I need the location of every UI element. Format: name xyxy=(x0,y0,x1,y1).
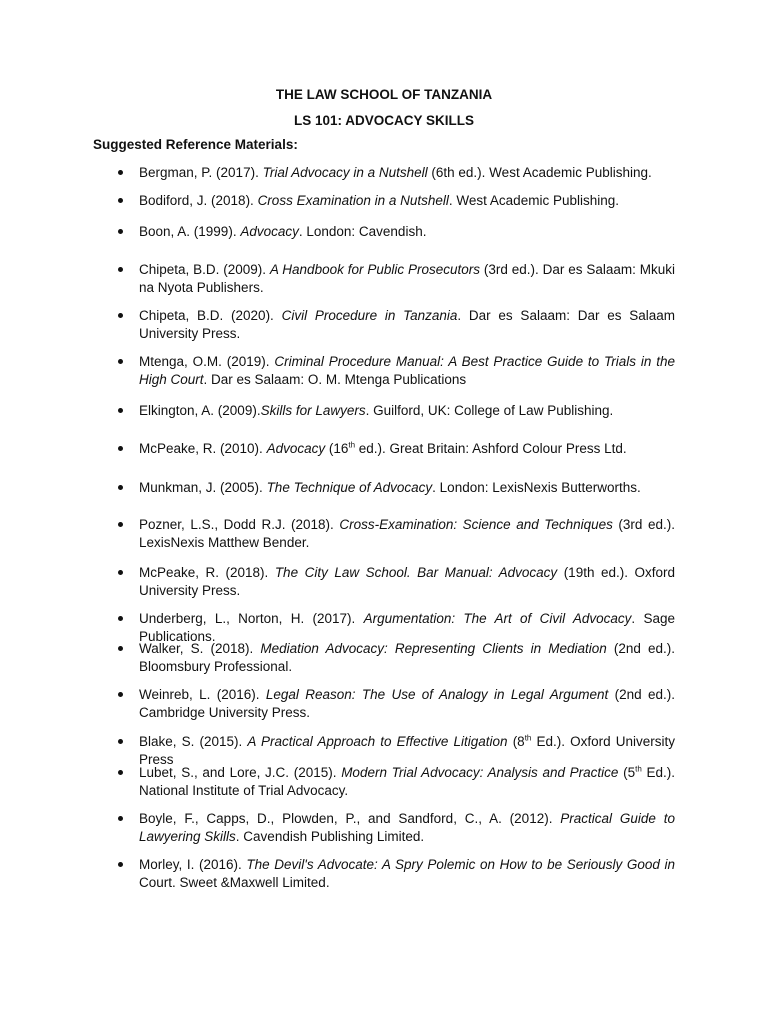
reference-title: Advocacy xyxy=(240,224,299,239)
section-heading: Suggested Reference Materials: xyxy=(93,137,298,152)
reference-item: Bergman, P. (2017). Trial Advocacy in a Nutshell (6th ed.). West Academic Publishing. xyxy=(139,164,675,182)
reference-item: Walker, S. (2018). Mediation Advocacy: Representing Clients in Mediation (2nd ed.). Bloomsbury Professional. xyxy=(139,641,675,674)
reference-item: Weinreb, L. (2016). Legal Reason: The Use of Analogy in Legal Argument (2nd ed.). Cambridge University Press. xyxy=(139,687,675,720)
reference-item: McPeake, R. (2010). Advocacy (16th ed.). Great Britain: Ashford Colour Press Ltd. xyxy=(139,440,675,458)
reference-item: Munkman, J. (2005). The Technique of Advocacy. London: LexisNexis Butterworths. xyxy=(139,479,675,497)
course-title: LS 101: ADVOCACY SKILLS xyxy=(293,113,475,128)
reference-title: Skills for Lawyers xyxy=(260,403,366,418)
reference-title: Mediation Advocacy: Representing Clients in Mediation xyxy=(260,641,607,656)
reference-item: Chipeta, B.D. (2009). A Handbook for Public Prosecutors (3rd ed.). Dar es Salaam: Mkuki na Nyota Publishers. xyxy=(139,262,675,295)
reference-item: Lubet, S., and Lore, J.C. (2015). Modern Trial Advocacy: Analysis and Practice (5th Ed.). National Institute of Trial Advocacy. xyxy=(139,764,675,798)
reference-title: Criminal Procedure Manual: A Best Practice Guide to Trials in the High Court xyxy=(139,354,675,387)
reference-title: Modern Trial Advocacy: Analysis and Practice xyxy=(341,765,619,780)
reference-item: Blake, S. (2015). A Practical Approach to Effective Litigation (8th Ed.). Oxford University Press xyxy=(139,733,675,767)
reference-title: Practical Guide to Lawyering Skills xyxy=(139,811,675,844)
reference-title: The Devil's Advocate: A Spry Polemic on How to be Seriously Good in xyxy=(246,857,675,872)
reference-item: Chipeta, B.D. (2020). Civil Procedure in Tanzania. Dar es Salaam: Dar es Salaam University Press. xyxy=(139,308,675,341)
reference-title: Civil Procedure in Tanzania xyxy=(281,308,458,323)
reference-title: Trial Advocacy in a Nutshell xyxy=(262,165,428,180)
reference-item: Underberg, L., Norton, H. (2017). Argumentation: The Art of Civil Advocacy. Sage Publications. xyxy=(139,611,675,644)
reference-title: Legal Reason: The Use of Analogy in Legal Argument xyxy=(265,687,609,702)
reference-title: The Technique of Advocacy xyxy=(266,480,433,495)
reference-title: The City Law School. Bar Manual: Advocacy xyxy=(274,565,558,580)
reference-title: Cross-Examination: Science and Techniques xyxy=(339,517,613,532)
institution-title: THE LAW SCHOOL OF TANZANIA xyxy=(275,87,493,102)
reference-item: Boyle, F., Capps, D., Plowden, P., and Sandford, C., A. (2012). Practical Guide to Lawyering Skills. Cavendish Publishing Limited. xyxy=(139,811,675,844)
reference-title: A Handbook for Public Prosecutors xyxy=(269,262,480,277)
reference-item: Pozner, L.S., Dodd R.J. (2018). Cross-Examination: Science and Techniques (3rd ed.). LexisNexis Matthew Bender. xyxy=(139,517,675,550)
reference-title: Advocacy xyxy=(266,441,326,456)
reference-title: Cross Examination in a Nutshell xyxy=(257,193,449,208)
reference-item: Morley, I. (2016). The Devil's Advocate: A Spry Polemic on How to be Seriously Good in Court. Sweet &Maxwell Limited. xyxy=(139,857,675,890)
reference-title: A Practical Approach to Effective Litigation xyxy=(247,734,508,749)
reference-title: Argumentation: The Art of Civil Advocacy xyxy=(363,611,632,626)
reference-item: Mtenga, O.M. (2019). Criminal Procedure Manual: A Best Practice Guide to Trials in the High Court. Dar es Salaam: O. M. Mtenga Publications xyxy=(139,354,675,387)
reference-item: Elkington, A. (2009).Skills for Lawyers. Guilford, UK: College of Law Publishing. xyxy=(139,402,675,420)
reference-item: Bodiford, J. (2018). Cross Examination in a Nutshell. West Academic Publishing. xyxy=(139,192,675,210)
reference-item: McPeake, R. (2018). The City Law School. Bar Manual: Advocacy (19th ed.). Oxford University Press. xyxy=(139,565,675,598)
reference-item: Boon, A. (1999). Advocacy. London: Cavendish. xyxy=(139,223,675,241)
